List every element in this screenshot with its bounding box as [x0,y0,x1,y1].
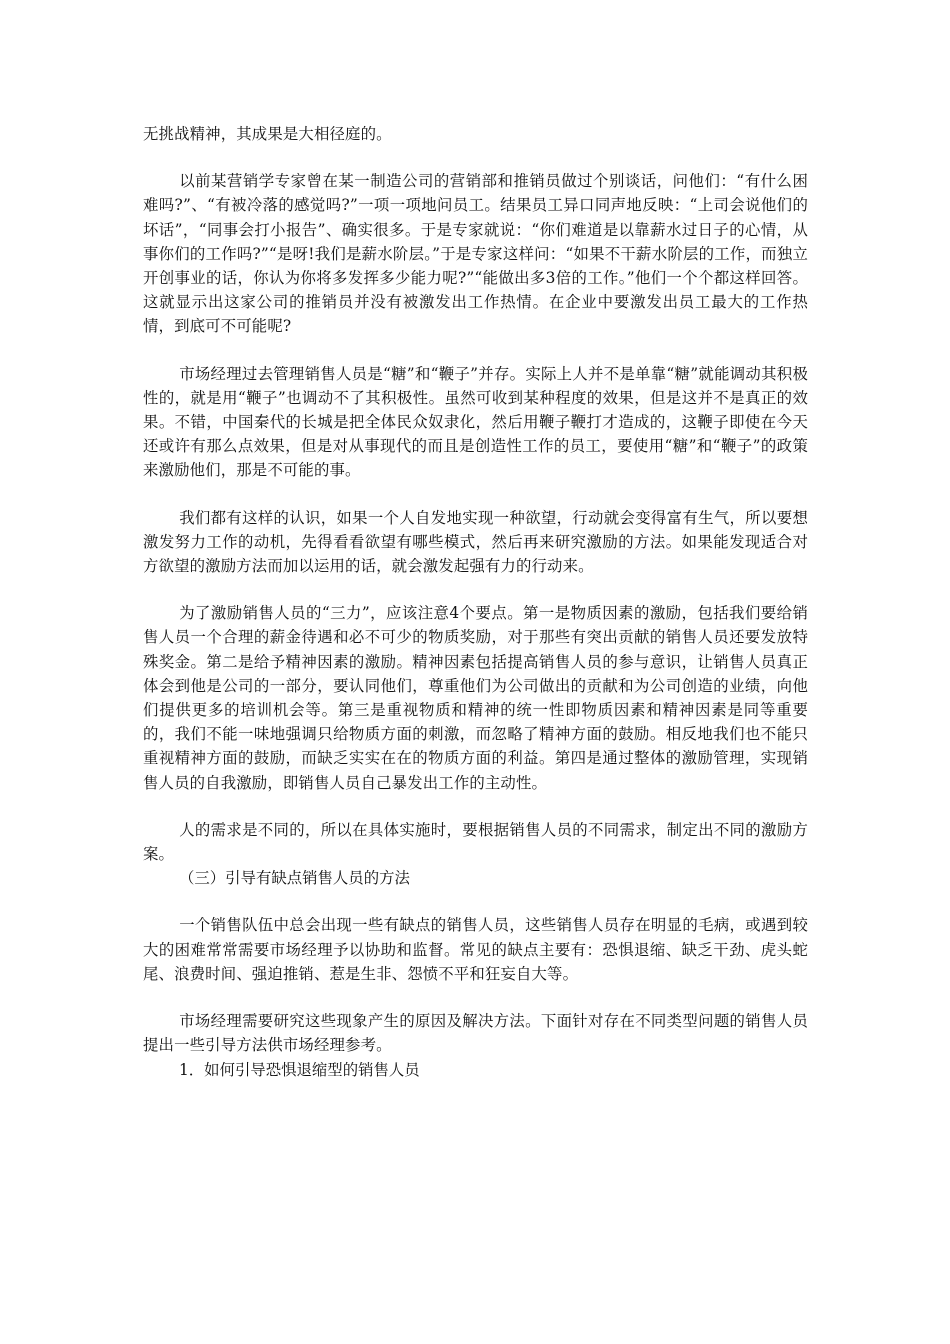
paragraph-different-needs: 人的需求是不同的，所以在具体实施时，要根据销售人员的不同需求，制定出不同的激励方案。 [143,820,808,864]
document-body [143,122,808,1082]
paragraph-desire-motivation: 我们都有这样的认识，如果一个人自发地实现一种欲望，行动就会变得富有生气，所以要想激发努力工作的动机，先得看看欲望有哪些模式，然后再来研究激励的方法。如果能发现适合对方欲望的激励方法而加以运用的话，就会激发起强有力的行动来。 [143,508,808,576]
paragraph-four-points: 为了激励销售人员的“三力”，应该注意4个要点。第一是物质因素的激励，包括我们要给销售人员一个合理的薪金待遇和必不可少的物质奖励，对于那些有突出贡献的销售人员还要发放特殊奖金。第二是给予精神因素的激励。精神因素包括提高销售人员的参与意识，让销售人员真正体会到他是公司的一部分，要认同他们，尊重他们为公司做出的贡献和为公司创造的业绩，向他们提供更多的培训机会等。第三是重视物质和精神的统一性即物质因素和精神因素是同等重要的，我们不能一味地强调只给物质方面的刺激，而忽略了精神方面的鼓励。相反地我们也不能只重视精神方面的鼓励，而缺乏实实在在的物质方面的利益。第四是通过整体的激励管理，实现销售人员的自我激励，即销售人员自己暴发出工作的主动性。 [143,604,808,792]
paragraph-continuation: 无挑战精神，其成果是大相径庭的。 [143,125,392,143]
paragraph-research-methods: 市场经理需要研究这些现象产生的原因及解决方法。下面针对存在不同类型问题的销售人员提出一些引导方法供市场经理参考。 [143,1012,808,1055]
paragraph-carrot-stick: 市场经理过去管理销售人员是“糖”和“鞭子”并存。实际上人并不是单靠“糖”就能调动其积极性的，就是用“鞭子”也调动不了其积极性。虽然可收到某种程度的效果，但是这并不是真正的效果。不错，中国秦代的长城是把全体民众奴隶化，然后用鞭子鞭打才造成的，这鞭子即使在今天还或许有那么点效果，但是对从事现代的而且是创造性工作的员工，要使用“糖”和“鞭子”的政策来激励他们，那是不可能的事。 [143,364,808,480]
subsection-heading: 1．如何引导恐惧退缩型的销售人员 [179,1060,420,1079]
section-heading: （三）引导有缺点销售人员的方法 [179,869,410,888]
paragraph-common-faults: 一个销售队伍中总会出现一些有缺点的销售人员，这些销售人员存在明显的毛病，或遇到较大的困难常常需要市场经理予以协助和监督。常见的缺点主要有：恐惧退缩、缺乏干劲、虎头蛇尾、浪费时间、强迫推销、惹是生非、怨愤不平和狂妄自大等。 [143,916,808,983]
paragraph-expert-interview: 以前某营销学专家曾在某一制造公司的营销部和推销员做过个别谈话，问他们：“有什么困难吗?”、“有被冷落的感觉吗?”一项一项地问员工。结果员工异口同声地反映：“上司会说他们的坏话”，“同事会打小报告”、确实很多。于是专家就说：“你们难道是以靠薪水过日子的心情，从事你们的工作吗?”“是呀!我们是薪水阶层。”于是专家这样问：“如果不干薪水阶层的工作，而独立开创事业的话，你认为你将多发挥多少能力呢?”“能做出多3倍的工作。”他们一个个都这样回答。这就显示出这家公司的推销员并没有被激发出工作热情。在企业中要激发出员工最大的工作热情，到底可不可能呢? [143,172,808,336]
